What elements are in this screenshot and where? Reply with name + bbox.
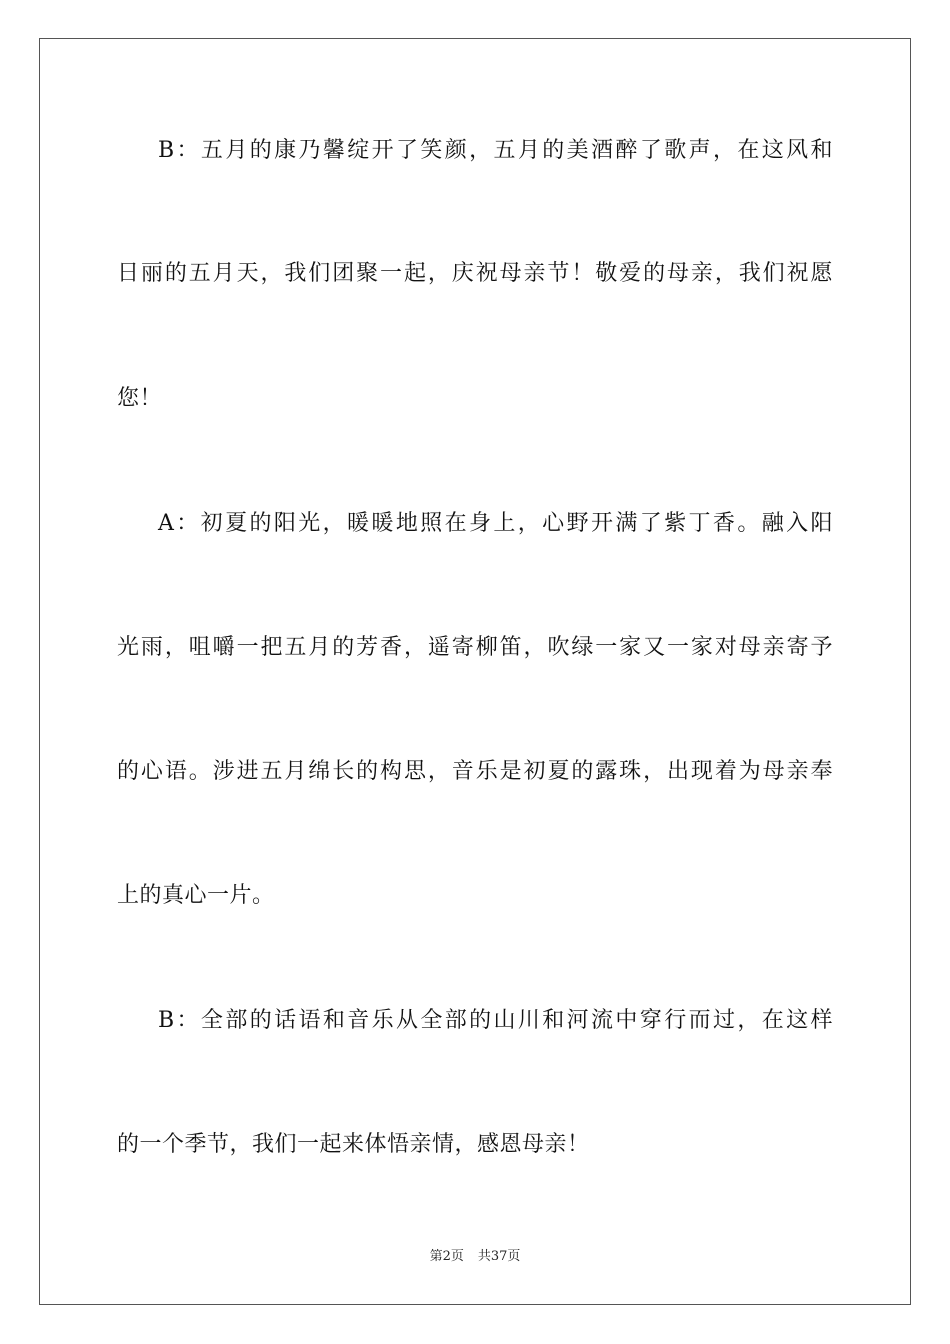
- paragraph-3-line-1: B：全部的话语和音乐从全部的山川和河流中穿行而过，在这样: [158, 1008, 833, 1033]
- paragraph-1-line-1: B：五月的康乃馨绽开了笑颜，五月的美酒醉了歌声，在这风和: [158, 138, 833, 163]
- paragraph-1-line-2: 日丽的五月天，我们团聚一起，庆祝母亲节！敬爱的母亲，我们祝愿: [117, 261, 833, 286]
- paragraph-2-line-3: 的心语。涉进五月绵长的构思，音乐是初夏的露珠，出现着为母亲奉: [117, 759, 833, 784]
- page-border: [39, 38, 911, 1305]
- paragraph-2-line-4: 上的真心一片。: [117, 883, 275, 908]
- total-page-count: 共37页: [477, 1249, 521, 1264]
- paragraph-2-line-1: A：初夏的阳光，暖暖地照在身上，心野开满了紫丁香。融入阳: [158, 511, 833, 536]
- current-page-number: 第2页: [429, 1249, 464, 1264]
- paragraph-3-line-2: 的一个季节，我们一起来体悟亲情，感恩母亲！: [117, 1132, 590, 1157]
- paragraph-1-line-3: 您！: [117, 386, 163, 411]
- page-footer: [0, 1248, 950, 1266]
- paragraph-2-line-2: 光雨，咀嚼一把五月的芳香，遥寄柳笛，吹绿一家又一家对母亲寄予: [117, 635, 833, 660]
